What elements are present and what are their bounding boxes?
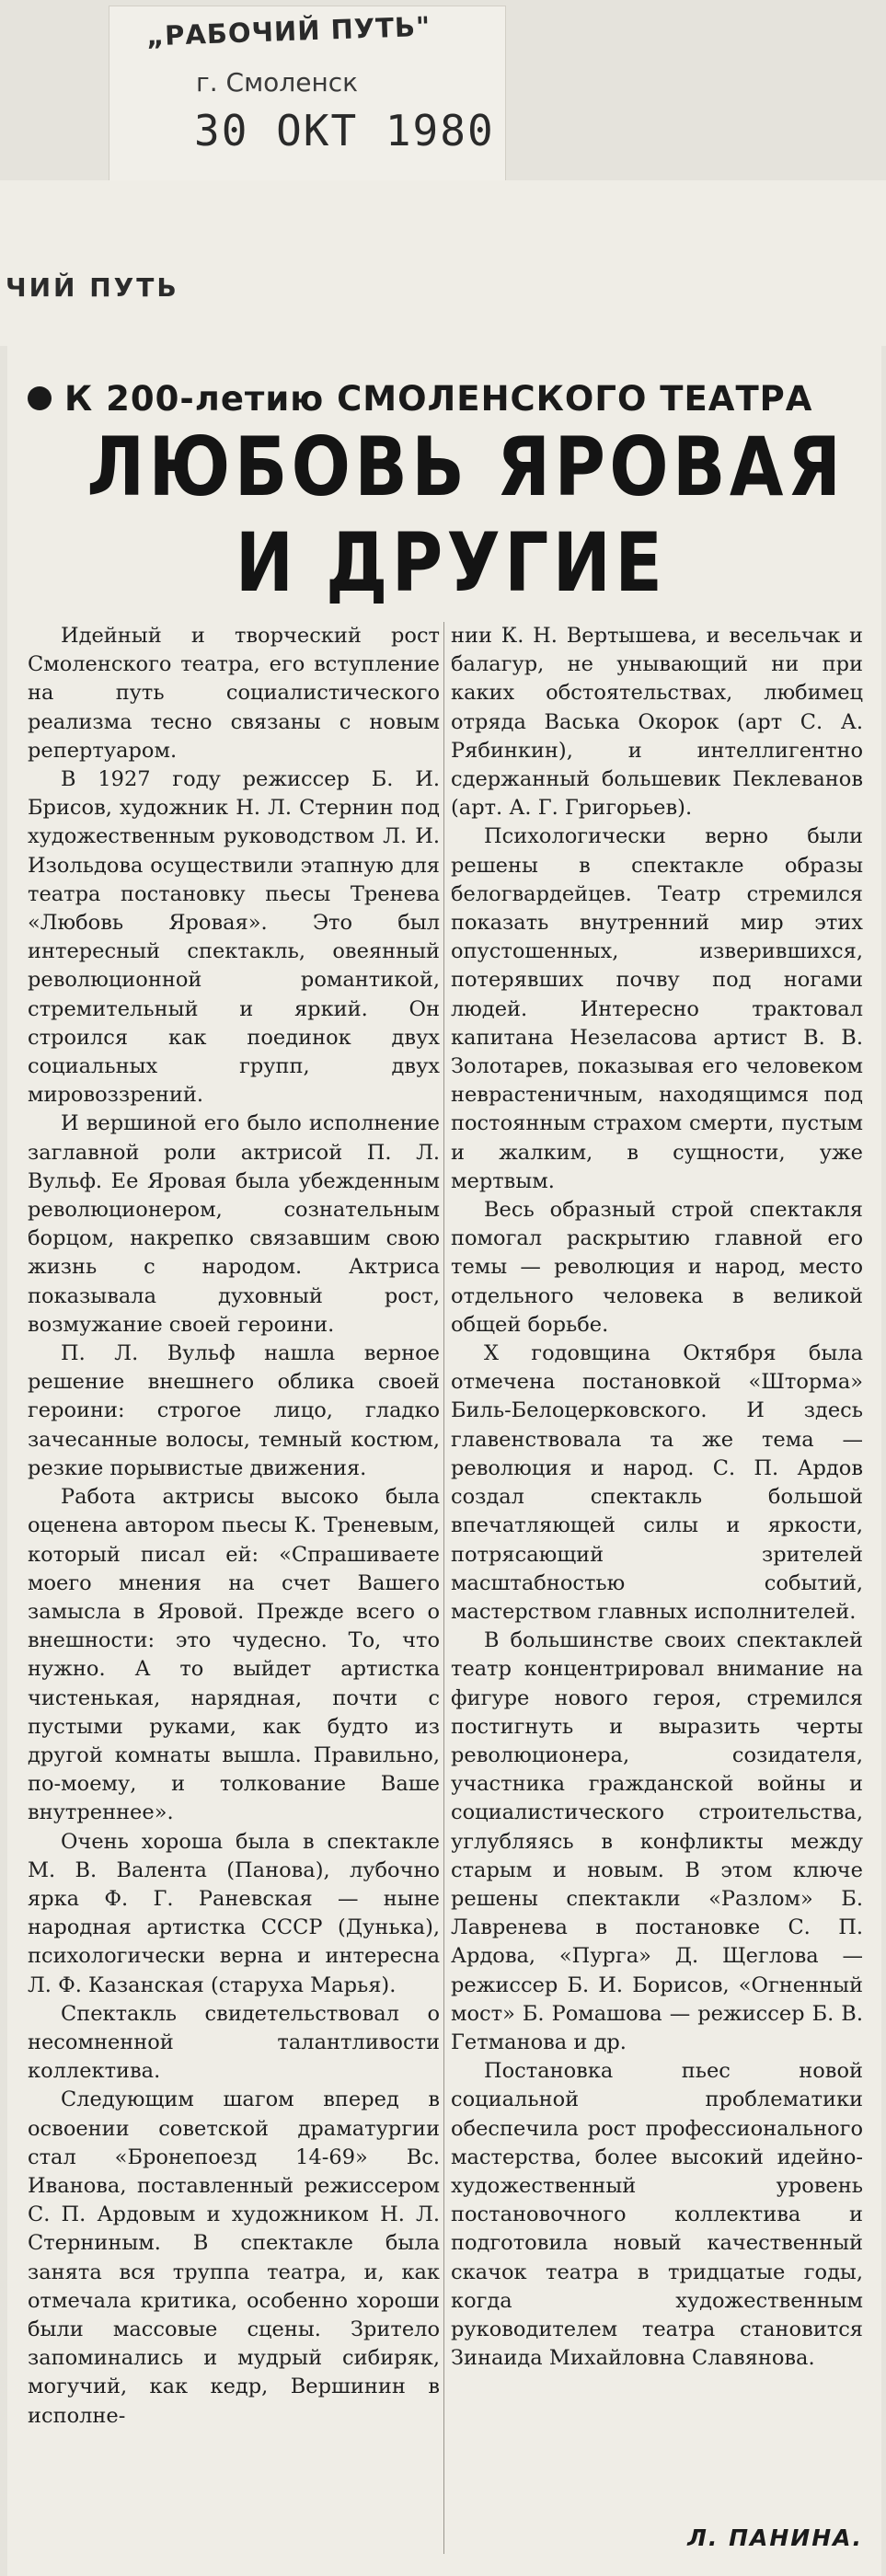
paragraph: Работа актрисы высоко была оценена автором пьесы К. Треневым, который писал ей: «Спрашиваете моего мнения на счет Вашего замысла в Яровой. Прежде всего о внешности: это чудесно. То, что нужно. А то выйдет артистка чистенькая, нарядная, почти с пустыми руками, как будто из другой комнаты вышла. Правильно, по-моему, и толкование Ваше внутреннее». [28, 1485, 440, 1825]
paragraph: Спектакль свидетельствовал о несомненной талантливости коллектива. [28, 2001, 440, 2084]
stamp-city: г. Смоленск [196, 67, 359, 98]
paragraph: Психологически верно были решены в спектакле образы белогвардейцев. Театр стремился показать внутренний мир этих опустошенных, изверившихся, потерявших почву под ногами людей. Интересно трактовал капитана Незеласова артист В. В. Золотарев, показывая его человеком невраcтеничным, находящимся под постоянным страхом смерти, пустым и жалким, в сущности, уже мертвым. [451, 824, 863, 1193]
paragraph: Очень хороша была в спектакле М. В. Валента (Панова), лубочно ярка Ф. Г. Раневская — ныне народная артистка СССР (Дунька), психологически верна и интересна Л. Ф. Казанская (старуха Марья). [28, 1829, 440, 1997]
bullet-icon [28, 386, 52, 410]
paragraph: Следующим шагом вперед в освоении советской драматургии стал «Бронепоезд 14-69» Вс. Иванова, поставленный режиссером С. П. Ардовым и художником Н. Л. Стерниным. В спектакле была занята вся труппа театра, и, как отмечала критика, особенно хороши были массовые сцены. Зритело запоминались и мудрый сибиряк, могучий, как кедр, Вершинин в исполне- [28, 2087, 440, 2428]
paragraph: Идейный и творческий рост Смоленского театра, его вступление на путь социалистического реализма тесно связаны с новым репертуаром. [28, 624, 440, 763]
paragraph: Весь образный строй спектакля помогал раскрытию главной его темы — революция и народ, место отдельного человека в великой общей борьбе. [451, 1198, 863, 1337]
author-signature: Л. ПАНИНА. [687, 2524, 863, 2551]
paragraph: Постановка пьес новой социальной проблематики обеспечила рост профессионального мастерства, более высокий идейно-художественный уровень постановочного коллектива и подготовила новый качественный скачок театра в тридцатые годы, когда художественным руководителем театра становится Зинаида Михайловна Славянова. [451, 2059, 863, 2371]
article-title-line-2: И ДРУГИЕ [235, 515, 667, 610]
stamp-date: 30 ОКТ 1980 [194, 106, 495, 155]
paragraph: В 1927 году режиссер Б. И. Брисов, художник Н. Л. Стернин под художественным руководством Л. И. Изольдова осуществили этапную для театра постановку пьесы Тренева «Любовь Яровая». Это был интересный спектакль, овеянный революционной романтикой, стремительный и яркий. Он строился как поединок двух социальных групп, двух мировоззрений. [28, 767, 440, 1108]
newspaper-article [7, 346, 881, 2576]
article-right-column [451, 622, 863, 2536]
paragraph: П. Л. Вульф нашла верное решение внешнего облика своей героини: строгое лицо, гладко зачесанные волосы, темный костюм, резкие порывистые движения. [28, 1341, 440, 1480]
paragraph: X годовщина Октября была отмечена постановкой «Шторма» Биль-Белоцерковского. И здесь главенствовала та же тема — революция и народ. С. П. Ардов создал спектакль большой впечатляющей силы и яркости, потрясающий зрителей масштабностью событий, мастерством главных исполнителей. [451, 1341, 863, 1624]
column-divider [443, 622, 444, 2554]
archive-clipping-stamp [109, 6, 506, 182]
article-left-column [28, 622, 440, 2536]
masthead-name: ЧИЙ ПУТЬ [6, 272, 179, 303]
newspaper-masthead [0, 180, 886, 346]
stamp-newspaper-name: „РАБОЧИЙ ПУТЬ" [145, 10, 431, 52]
article-rubric [28, 374, 874, 423]
paragraph: В большинстве своих спектаклей театр концентрировал внимание на фигуре нового героя, стремился постигнуть и выразить черты революционера, созидателя, участника гражданской войны и социалистического строительства, углубляясь в конфликты между старым и новым. В этом ключе решены спектакли «Разлом» Б. Лавренева в постановке С. П. Ардова, «Пурга» Д. Щеглова — режиссер Б. И. Борисов, «Огненный мост» Б. Ромашова — режиссер Б. В. Гетманова и др. [451, 1628, 863, 2054]
paragraph: И вершиной его было исполнение заглавной роли актрисой П. Л. Вульф. Ее Яровая была убежденным революционером, сознательным борцом, накрепко связавшим свою жизнь с народом. Актриса показывала духовный рост, возмужание своей героини. [28, 1111, 440, 1337]
rubric-text: К 200-летию СМОЛЕНСКОГО ТЕАТРА [64, 378, 813, 419]
paragraph: нии К. Н. Вертышева, и весельчак и балагур, не унывающий ни при каких обстоятельствах, любимец отряда Васька Окорок (арт С. А. Рябинкин), и интеллигентно сдержанный большевик Пеклеванов (арт. А. Г. Григорьев). [451, 624, 863, 821]
article-title-line-1: ЛЮБОВЬ ЯРОВАЯ [86, 420, 846, 514]
